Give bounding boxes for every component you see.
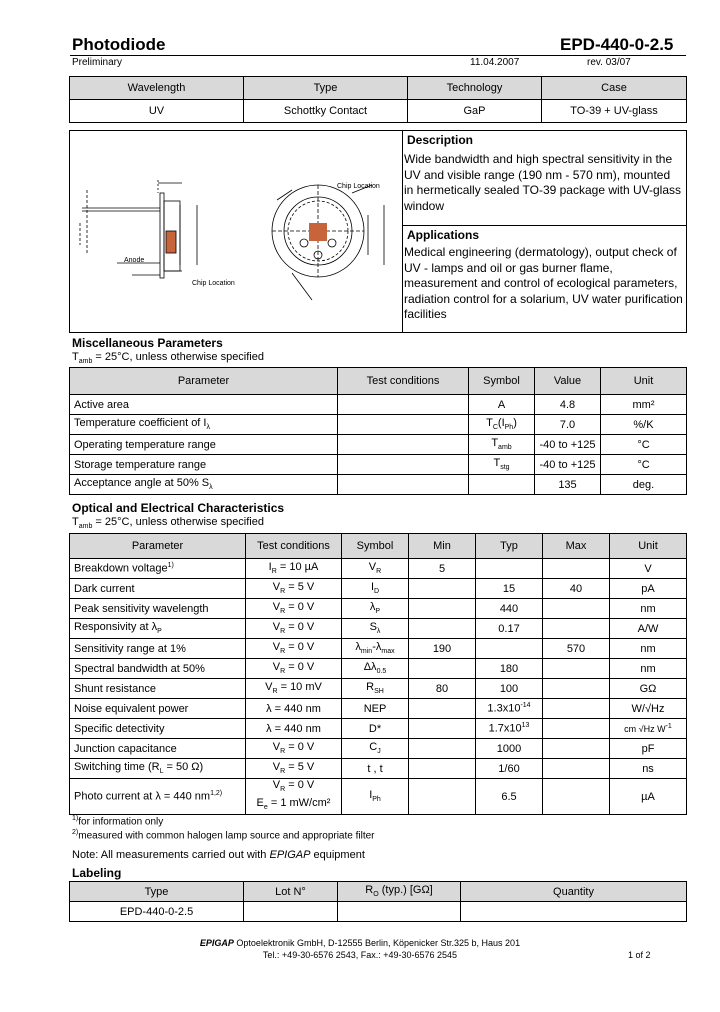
applications-title: Applications — [407, 228, 480, 242]
misc-title: Miscellaneous Parameters — [72, 336, 223, 350]
label-col-quantity: Quantity — [461, 882, 687, 902]
table-row: Switching time ($R_L = 50$ Ω) $V_R = 5$ V t , t 1/60 ns — [70, 759, 687, 779]
misc-col-value: Value — [535, 368, 601, 395]
table-row: Junction capacitance $V_R = 0$ V $C_J$ 1000 pF — [70, 739, 687, 759]
description-text: Wide bandwidth and high spectral sensitivity in the UV and visible range (190 nm - 570 nm), mounted in hermetically sealed TO-39 package with UV-glass window — [404, 152, 682, 213]
table-row: Spectral bandwidth at 50% $V_R = 0$ V $\Delta\lambda_{0.5}$ 180 nm — [70, 659, 687, 679]
col-case: Case — [542, 77, 687, 100]
table-row: Peak sensitivity wavelength $V_R = 0$ V $\lambda_P$ 440 nm — [70, 599, 687, 619]
opt-col-typ: Typ — [476, 534, 543, 559]
anode-label: Anode — [124, 257, 145, 264]
page-number: 1 of 2 — [628, 950, 651, 960]
optical-table — [69, 533, 687, 815]
table-row: Storage temperature range $T_{stg}$ -40 to +125 °C — [70, 455, 687, 475]
table-row: Dark current $V_R = 5$ V $I_D$ 15 40 pA — [70, 579, 687, 599]
cell-case: TO-39 + UV-glass — [542, 100, 687, 123]
table-row: Photo current at λ = 440 nm$^{1,2)}$ $V_R = 0$ V $E_e = 1$ mW/cm² $I_{Ph}$ 6.5 µA — [70, 779, 687, 815]
table-row: Responsivity at $\lambda_P$ $V_R = 0$ V $S_\lambda$ 0.17 A/W — [70, 619, 687, 639]
opt-col-min: Min — [409, 534, 476, 559]
misc-table — [69, 367, 687, 495]
col-wavelength: Wavelength — [70, 77, 244, 100]
chip-location-bottom-label: Chip Location — [192, 280, 235, 287]
footer-address: EPIGAP Optoelektronik GmbH, D-12555 Berlin, Köpenicker Str.325 b, Haus 201 — [199, 938, 521, 948]
cell-type: Schottky Contact — [244, 100, 408, 123]
misc-col-parameter: Parameter — [70, 368, 338, 395]
document-title: Photodiode — [72, 35, 166, 54]
cell-technology: GaP — [408, 100, 542, 123]
table-row: Temperature coefficient of $I_\lambda$ $T_C(I_{Ph})$ 7.0 %/K — [70, 415, 687, 435]
table-row: Operating temperature range $T_{amb}$ -40 to +125 °C — [70, 435, 687, 455]
label-col-ro: $R_O$ (typ.) [GΩ] — [338, 882, 461, 902]
opt-col-max: Max — [543, 534, 610, 559]
misc-col-test: Test conditions — [338, 368, 469, 395]
misc-col-unit: Unit — [601, 368, 687, 395]
table-row: Shunt resistance $V_R = 10$ mV $R_{SH}$ 80 100 GΩ — [70, 679, 687, 699]
opt-col-unit: Unit — [610, 534, 687, 559]
table-row: Noise equivalent power λ = 440 nm NEP $1.3x10^{-14}$ W/√Hz — [70, 699, 687, 719]
package-drawing — [72, 135, 400, 329]
status-text: Preliminary — [72, 57, 123, 68]
misc-col-symbol: Symbol — [469, 368, 535, 395]
footnote-2: $^{2)}$measured with common halogen lamp source and appropriate filter — [72, 829, 375, 842]
revision-text: rev. 03/07 — [587, 57, 631, 68]
col-type: Type — [244, 77, 408, 100]
opt-col-parameter: Parameter — [70, 534, 246, 559]
overview-table — [69, 76, 687, 123]
table-row: Sensitivity range at 1% $V_R = 0$ V $\lambda_{min}-\lambda_{max}$ 190 570 nm — [70, 639, 687, 659]
cell-wavelength: UV — [70, 100, 244, 123]
table-row: Breakdown voltage$^{1)}$ $I_R = 10$ µA $V_R$ 5 V — [70, 559, 687, 579]
label-col-type: Type — [70, 882, 244, 902]
part-number: EPD-440-0-2.5 — [560, 35, 674, 54]
chip-location-top-label: Chip Location — [337, 183, 380, 190]
table-row: Specific detectivity λ = 440 nm D* $1.7x10^{13}$ cm √Hz $W^{-1}$ — [70, 719, 687, 739]
label-col-lot: Lot N° — [244, 882, 338, 902]
description-title: Description — [407, 133, 474, 147]
labeling-table — [69, 881, 687, 922]
table-row: Acceptance angle at 50% $S_\lambda$ 135 deg. — [70, 475, 687, 495]
optical-title: Optical and Electrical Characteristics — [72, 501, 285, 515]
misc-condition: $T_{amb} = 25^\circ C$, unless otherwise specified — [72, 351, 264, 366]
optical-condition: $T_{amb} = 25^\circ C$, unless otherwise specified — [72, 516, 264, 531]
footnote-1: $^{1)}$for information only — [72, 815, 164, 828]
date-text: 11.04.2007 — [470, 57, 520, 68]
table-row: Active area A 4.8 mm² — [70, 395, 687, 415]
labeling-title: Labeling — [72, 866, 122, 880]
footer-contact: Tel.: +49-30-6576 2543, Fax.: +49-30-6576 2545 — [262, 950, 458, 960]
applications-text: Medical engineering (dermatology), output check of UV - lamps and oil or gas burner flame, measurement and control of ecological parameters, radiation control for a solarium, UV water purification facilities — [404, 245, 683, 321]
measurement-note: Note: All measurements carried out with EPIGAP equipment — [72, 849, 365, 861]
opt-col-symbol: Symbol — [342, 534, 409, 559]
table-row: EPD-440-0-2.5 — [70, 902, 687, 922]
opt-col-test: Test conditions — [246, 534, 342, 559]
col-technology: Technology — [408, 77, 542, 100]
